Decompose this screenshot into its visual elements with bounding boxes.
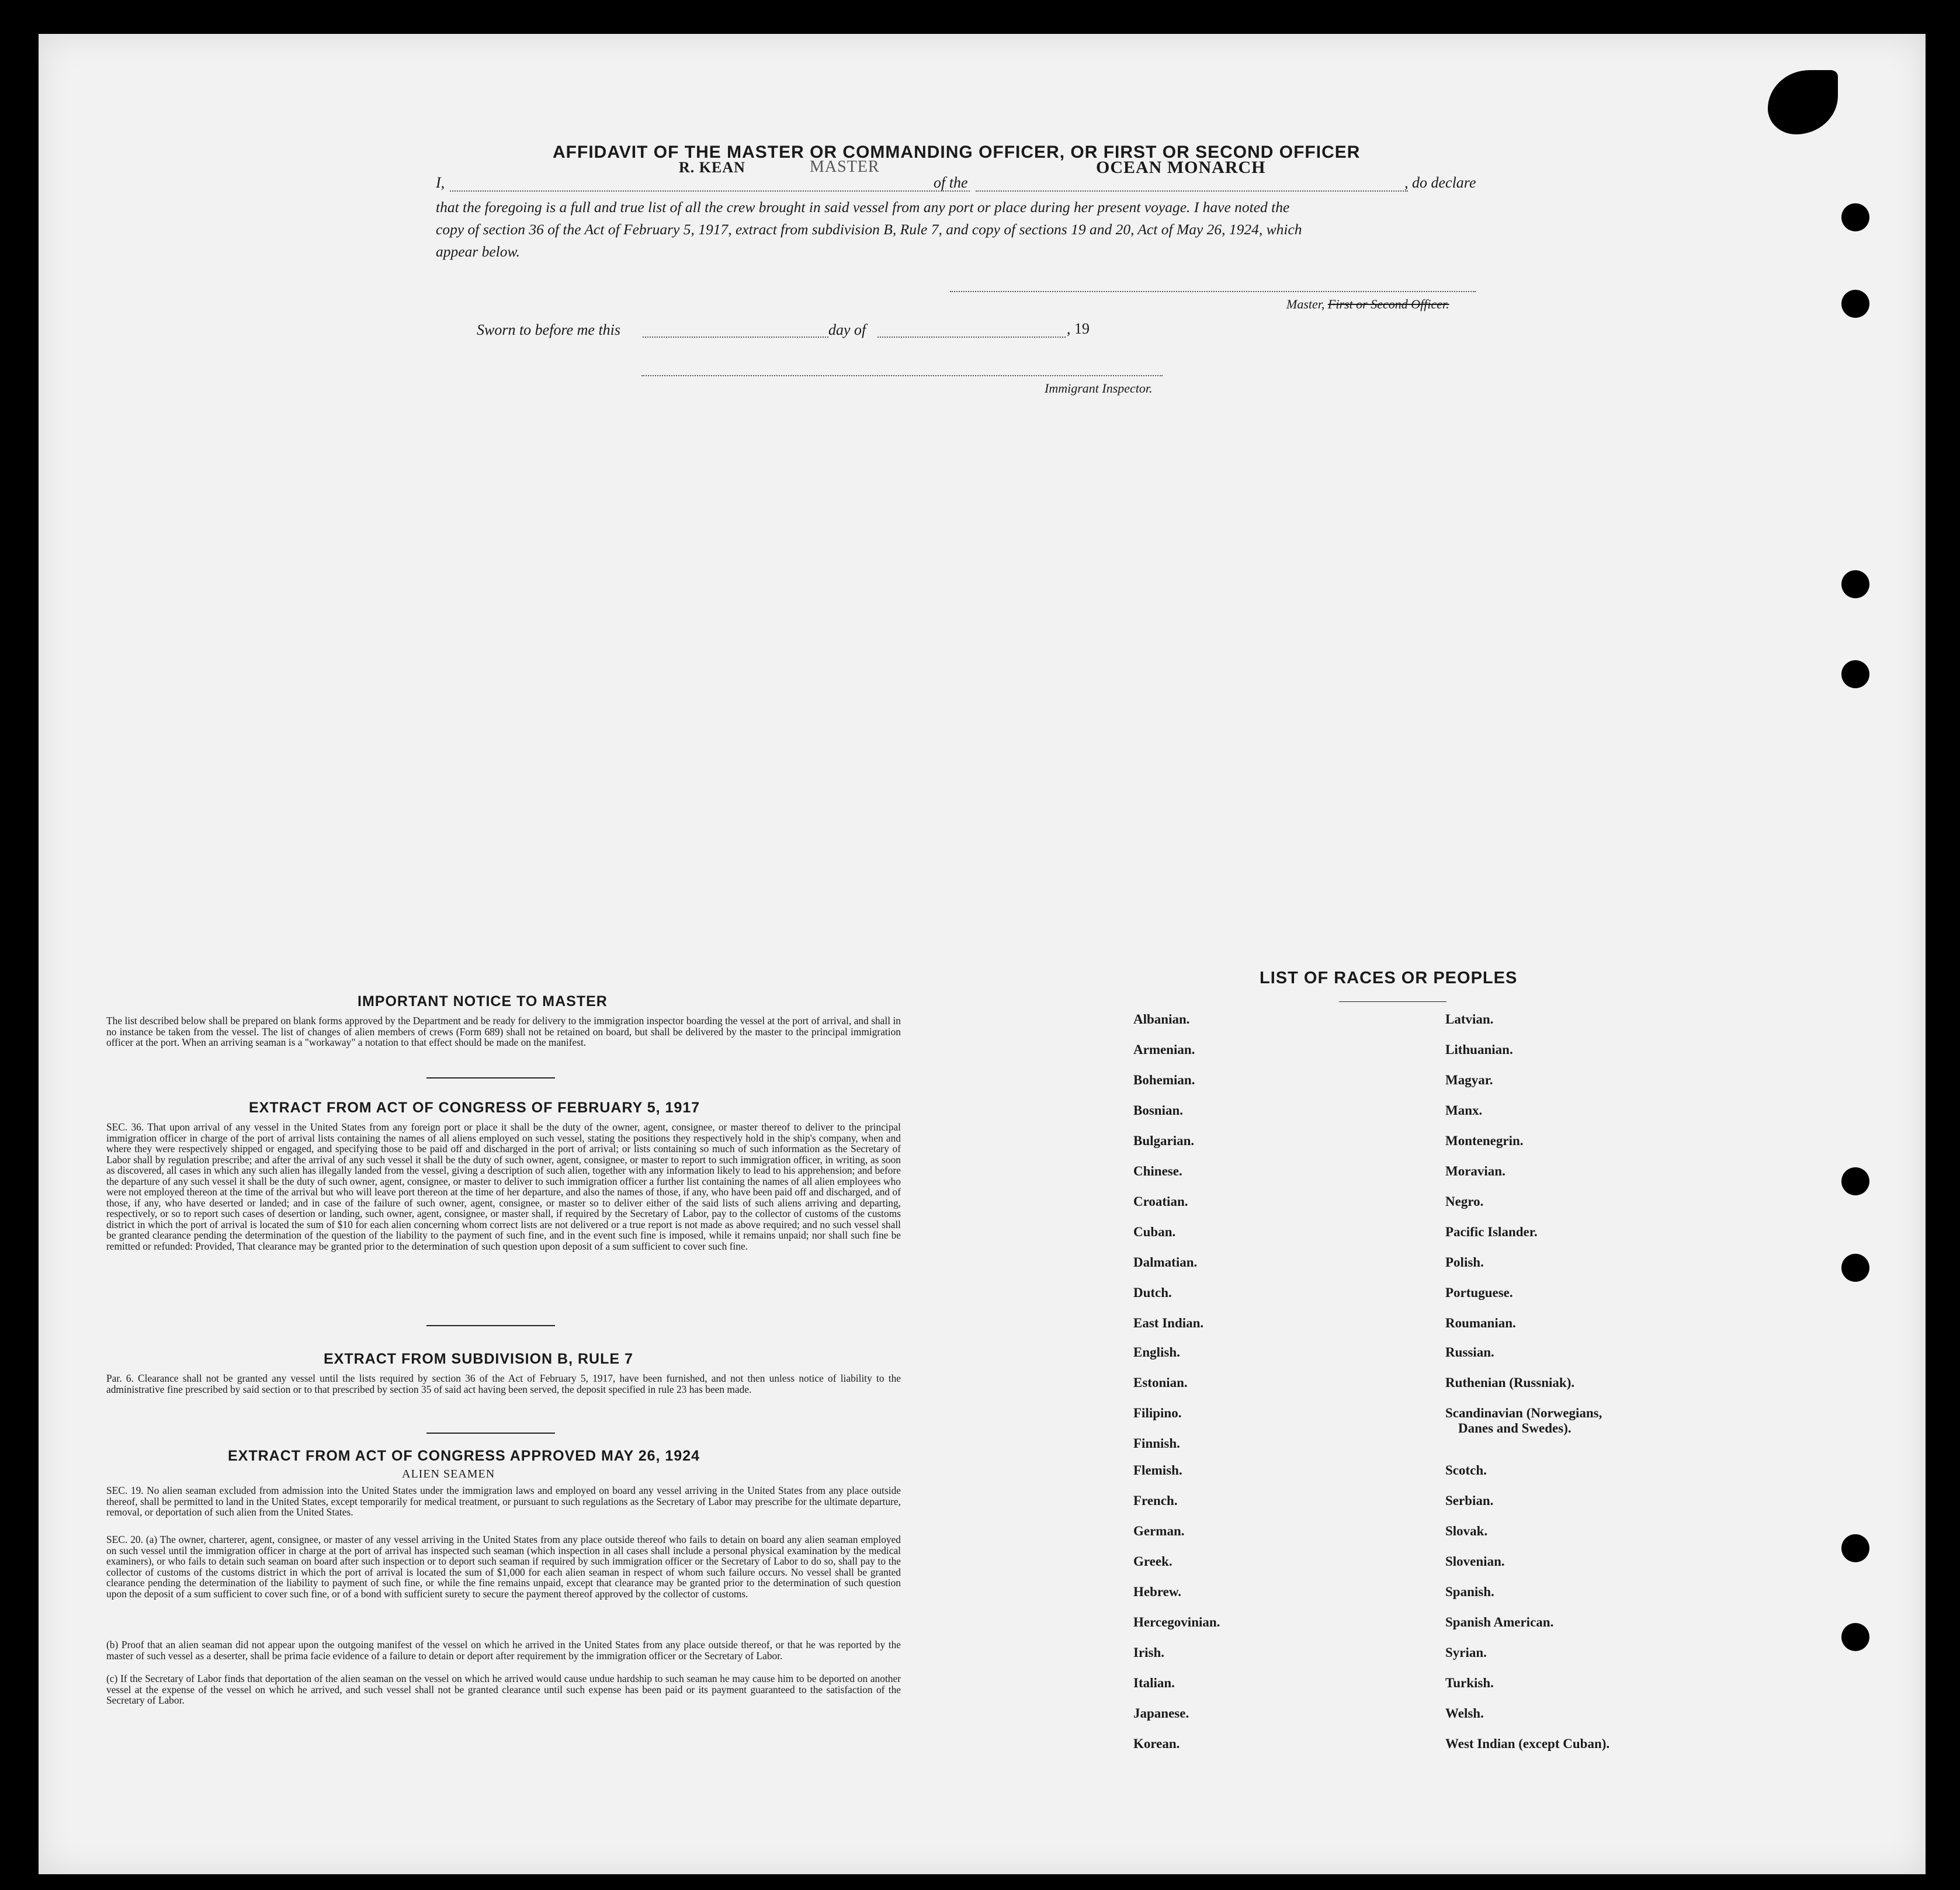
race-item: Ruthenian (Russniak). [1445,1375,1575,1390]
affidavit-statement-line1: that the foregoing is a full and true list of all the crew brought in said vessel from any port or place during her present voyage. I have noted the [436,199,1290,216]
section-divider [426,1325,555,1326]
signature-line [950,291,1476,292]
race-item: Chinese. [1133,1164,1182,1178]
notice-body: The list described below shall be prepared on blank forms approved by the Department and be ready for delivery to the immigration inspector boarding the vessel at the port of arrival, and shall in no instance be taken from the vessel. The list of changes of alien members of crews (Form 689) shall not be retained on board, but shall be delivered by the master to the principal immigration officer at the port. When an arriving seaman is a "workaway" a notation to that effect should be made on the manifest. [106,1015,901,1048]
affidavit-statement-line3: appear below. [436,243,521,260]
race-item: Syrian. [1445,1645,1487,1660]
race-item: French. [1133,1493,1178,1508]
race-item: Finnish. [1133,1436,1180,1451]
inspector-caption: Immigrant Inspector. [1045,381,1153,396]
race-item: Dutch. [1133,1285,1172,1300]
race-item: West Indian (except Cuban). [1445,1736,1610,1751]
vessel-blank [976,190,1408,192]
race-item: Danes and Swedes). [1458,1421,1572,1435]
extract-1924-subheading: ALIEN SEAMEN [402,1468,495,1480]
extract-rule7-body: Par. 6. Clearance shall not be granted any vessel until the lists required by section 36 of the Act of February 5, 1917, have been furnished, and not then unless notice of liability to the administrative fine prescribed by said section or to that prescribed by section 35 of said act having been served, the deposit specified in rule 23 has been made. [106,1372,901,1395]
race-item: Slovenian. [1445,1554,1505,1569]
extract-1924-sec20a: SEC. 20. (a) The owner, charterer, agent, consignee, or master of any vessel arriving in the United States from any place outside thereof who fails to detain on board any alien seaman employed on such vessel until the immigration officer in charge at the port of arrival has inspected such seaman (which inspection in all cases shall include a personal physical examination by the medical examiners), or who fails to detain such seaman on board after such inspection or to deport such seaman if required by such immigration officer or the Secretary of Labor to do so, shall pay to the collector of customs of the customs district in which the port of arrival is located the sum of $1,000 for each alien seaman in respect of whom such failure occurs. No vessel shall be granted clearance pending the determination of the liability to payment of such fine, or while the fine remains unpaid, except that clearance may be granted prior to the determination of such question upon the deposit of a sum sufficient to cover such fine, or of a bond with sufficient surety to secure the payment thereof approved by the collector of customs. [106,1534,901,1600]
name-blank [450,190,970,192]
punch-hole [1841,1167,1869,1195]
punch-hole [1841,1623,1869,1651]
race-item: Spanish. [1445,1584,1494,1599]
section-divider [426,1433,555,1434]
race-item: Scandinavian (Norwegians, [1445,1406,1602,1420]
vessel-name: OCEAN MONARCH [1096,158,1266,177]
day-of-label: day of [828,321,866,338]
punch-hole [1841,570,1869,598]
race-item: Flemish. [1133,1463,1182,1478]
race-item: Welsh. [1445,1706,1484,1721]
sworn-month-blank [877,337,1066,338]
race-item: Polish. [1445,1255,1484,1270]
race-item: Estonian. [1133,1375,1188,1390]
extract-1924-heading: EXTRACT FROM ACT OF CONGRESS APPROVED MAY 26, 1924 [228,1448,700,1464]
year-label: , 19 [1067,320,1090,337]
race-item: Hebrew. [1133,1584,1181,1599]
race-item: English. [1133,1345,1180,1360]
inspector-signature-line [641,375,1163,376]
race-item: Albanian. [1133,1012,1190,1027]
master-rank: MASTER [810,158,880,176]
race-item: Italian. [1133,1676,1175,1690]
race-item: Montenegrin. [1445,1133,1524,1148]
punch-hole [1841,1534,1869,1562]
notice-heading: IMPORTANT NOTICE TO MASTER [358,993,608,1010]
race-item: Filipino. [1133,1406,1182,1420]
race-item: German. [1133,1524,1185,1538]
do-declare-label: , do declare [1404,174,1476,191]
sworn-day-blank [643,337,828,338]
race-item: Spanish American. [1445,1615,1554,1629]
extract-1924-sec20c: (c) If the Secretary of Labor finds that deportation of the alien seaman on the vessel on which he arrived would cause undue hardship to such seaman he may cause him to be deported on another vessel at the expense of the vessel on which he arrived, and such vessel shall not be granted clearance until such expense has been paid or its payment guaranteed to the satisfaction of the Secretary of Labor. [106,1673,901,1706]
race-item: Hercegovinian. [1133,1615,1220,1629]
race-item: Pacific Islander. [1445,1225,1538,1239]
race-item: Portuguese. [1445,1285,1513,1300]
race-item: Bohemian. [1133,1073,1195,1087]
race-item: Manx. [1445,1103,1483,1118]
race-item: Serbian. [1445,1493,1494,1508]
signature-caption-master: Master, [1286,297,1325,311]
extract-1917-body: SEC. 36. That upon arrival of any vessel in the United States from any foreign port or place it shall be the duty of the owner, agent, consignee, or master thereof to deliver to the principal immigration officer in charge of the port of arrival lists containing the names of all aliens employed on such vessel, stating the positions they respectively hold in the ship's company, when and where they were respectively shipped or engaged, and specifying those to be paid off and discharged in the port of arrival; or lists containing so much of such information as the Secretary of Labor shall by regulation prescribe; and after the arrival of any such vessel it shall be the duty of such owner, agent, consignee, or master to report to such immigration officer, in writing, as soon as discovered, all cases in which any such alien has illegally landed from the vessel, giving a description of such alien, together with any information likely to lead to his apprehension; and before the departure of any such vessel it shall be the duty of such owner, agent, consignee, or master to deliver to such immigration officer a further list containing the names of all alien employees who were not employed thereon at the time of the arrival but who will leave port thereon at the time of her departure, and also the names of those, if any, who have been paid off and discharged, and of those, if any, who have deserted or landed; and in case of the failure of such owner, agent, consignee, or master so to deliver either of the said lists of such aliens arriving and departing, respectively, or so to report such cases of desertion or landing, such owner, agent, consignee, or master shall, if required by the Secretary of Labor, pay to the collector of customs of the customs district in which the port of arrival is located the sum of $10 for each alien concerning whom correct lists are not delivered or a true report is not made as above required; and no such vessel shall be granted clearance pending the determination of the question of the liability to the payment of such fine, and in the event such fine is imposed, while it remains unpaid; nor shall such fine be remitted or refunded: Provided, That clearance may be granted prior to the determination of such question upon deposit of a sum sufficient to cover such fine. [106,1121,901,1252]
race-item: Turkish. [1445,1676,1494,1690]
race-item: Negro. [1445,1194,1484,1209]
of-the-label: of the [934,174,968,191]
race-item: Magyar. [1445,1073,1493,1087]
race-item: Dalmatian. [1133,1255,1198,1270]
race-item: Latvian. [1445,1012,1494,1027]
document-page [39,34,1926,1874]
signature-caption-struck: First or Second Officer. [1327,297,1449,311]
race-item: Russian. [1445,1345,1494,1360]
signature-caption [1286,297,1449,312]
race-item: Japanese. [1133,1706,1189,1721]
affidavit-title: AFFIDAVIT OF THE MASTER OR COMMANDING OFFICER, OR FIRST OR SECOND OFFICER [553,143,1361,162]
punch-hole [1841,203,1869,231]
punch-hole [1841,1254,1869,1282]
race-item: Scotch. [1445,1463,1487,1478]
race-item: Lithuanian. [1445,1042,1513,1057]
races-heading: LIST OF RACES OR PEOPLES [1260,969,1518,987]
affidavit-i-label: I, [436,174,445,191]
races-heading-rule [1339,1001,1446,1002]
sworn-label: Sworn to before me this [477,321,621,338]
race-item: Bulgarian. [1133,1133,1195,1148]
race-item: East Indian. [1133,1316,1204,1330]
race-item: Korean. [1133,1736,1180,1751]
extract-rule7-heading: EXTRACT FROM SUBDIVISION B, RULE 7 [324,1351,633,1367]
race-item: Greek. [1133,1554,1172,1569]
race-item: Slovak. [1445,1524,1488,1538]
race-item: Roumanian. [1445,1316,1516,1330]
affidavit-statement-line2: copy of section 36 of the Act of February 5, 1917, extract from subdivision B, Rule 7, and copy of sections 19 and 20, Act of May 26, 1924, which [436,221,1302,238]
extract-1924-sec20b: (b) Proof that an alien seaman did not appear upon the outgoing manifest of the vessel on which he arrived in the United States from any place outside thereof, or that he was reported by the master of such vessel as a deserter, shall be prima facie evidence of a failure to detain or deport after requirement by the immigration officer or the Secretary of Labor. [106,1639,901,1662]
race-item: Irish. [1133,1645,1165,1660]
race-item: Moravian. [1445,1164,1505,1178]
extract-1917-heading: EXTRACT FROM ACT OF CONGRESS OF FEBRUARY 5, 1917 [249,1100,700,1116]
extract-1924-sec19: SEC. 19. No alien seaman excluded from admission into the United States under the immigration laws and employed on board any vessel arriving in the United States from any place outside thereof, shall be permitted to land in the United States, except temporarily for medical treatment, or pursuant to such regulations as the Secretary of Labor may prescribe for the ultimate departure, removal, or deportation of such alien from the United States. [106,1485,901,1518]
torn-corner [1768,70,1838,134]
race-item: Bosnian. [1133,1103,1184,1118]
punch-hole [1841,660,1869,688]
race-item: Armenian. [1133,1042,1195,1057]
race-item: Croatian. [1133,1194,1188,1209]
master-name: R. KEAN [679,159,745,176]
section-divider [426,1077,555,1078]
race-item: Cuban. [1133,1225,1176,1239]
punch-hole [1841,290,1869,318]
